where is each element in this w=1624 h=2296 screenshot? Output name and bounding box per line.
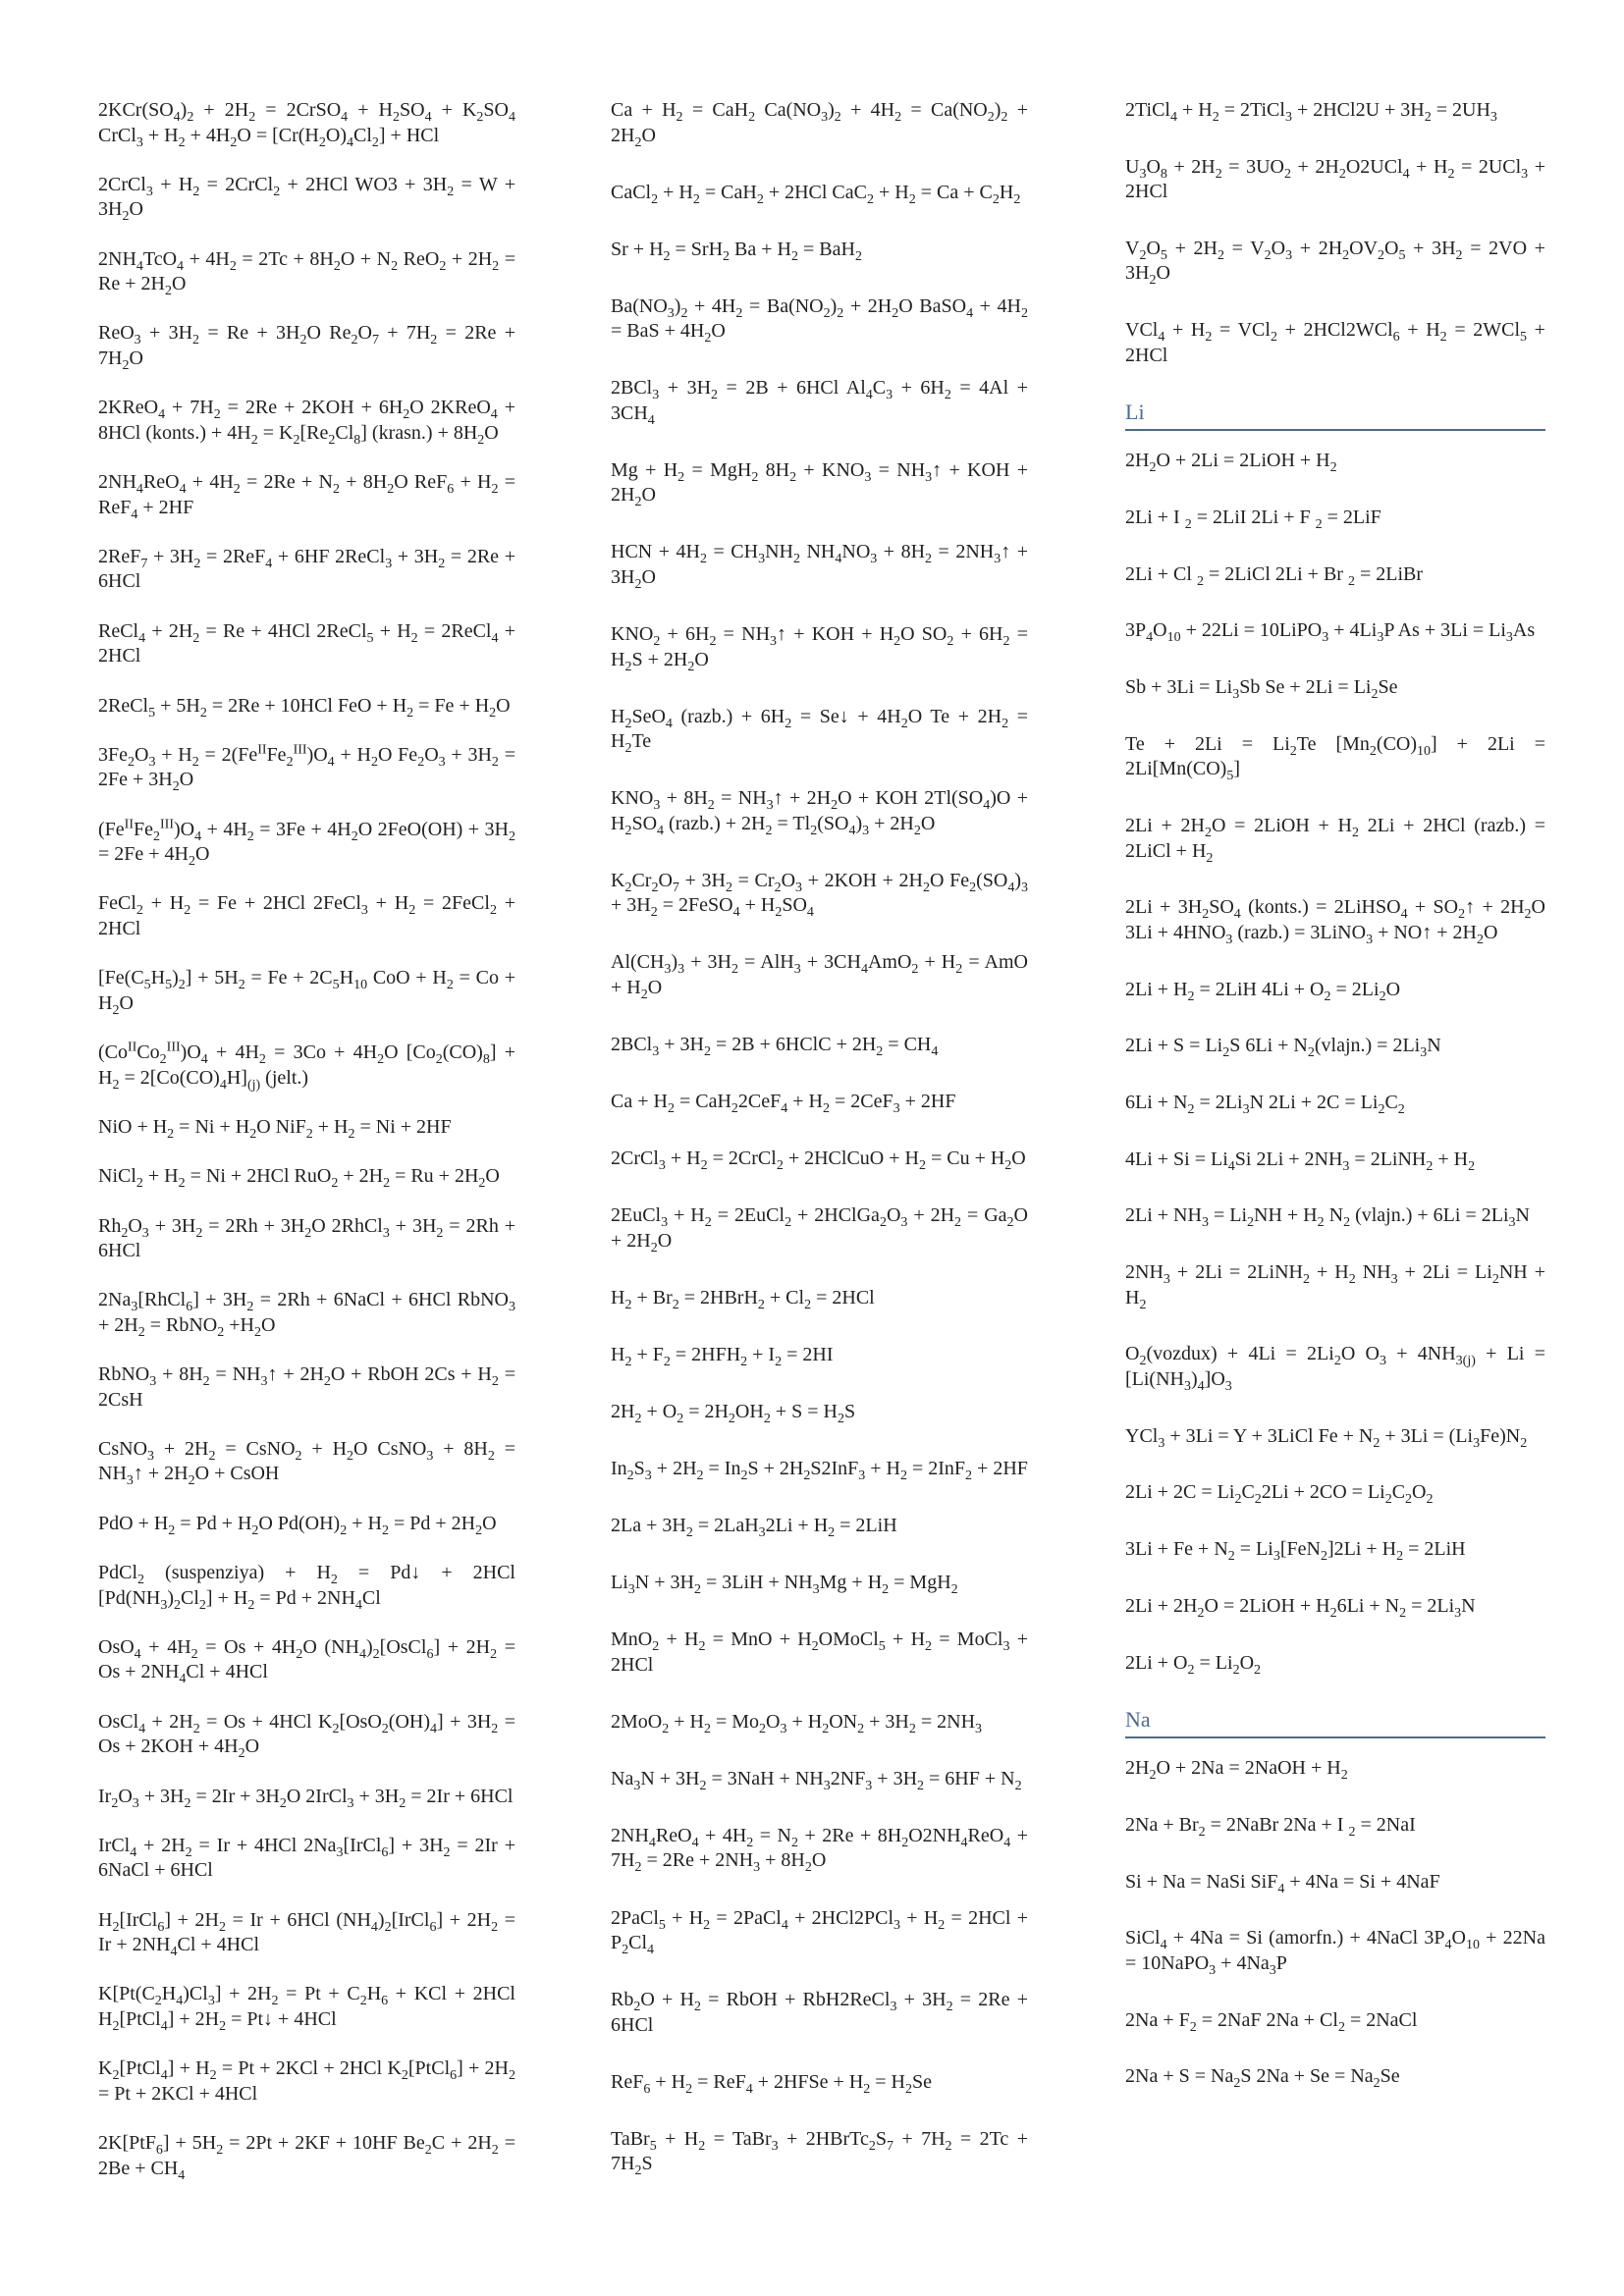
equation-block: $Li_3N + 3H_2 = 3LiH + NH_3Mg + H_2 = MgH_2$ bbox=[611, 1572, 958, 1598]
equation-block: $2Li + 2H_2O$ = 2LiOH + $H_26Li + N_2 = 2Li_3N$ bbox=[1125, 1594, 1476, 1621]
equation-block: $2MoO_2 + H_2 = Mo_2O_3 + H_2ON_2 + 3H_2 = 2NH_3$ bbox=[611, 1710, 983, 1736]
equation-block: $3Li + Fe + N_2 = Li_3[FeN_2]2Li + H_2 = 2LiH$ bbox=[1125, 1538, 1466, 1565]
equation-block: $2Li + S = Li_2S$ $6Li + N_2(vlajn.) = 2Li_3N$ bbox=[1125, 1035, 1441, 1061]
equation-block: $K_2Cr_2O_7 + 3H_2 = Cr_2O_3 + 2KOH + 2H_2O$ $Fe_2(SO_4)_3 + 3H_2$ = 2FeSO$_4$ + $H_2SO_4$ bbox=[611, 869, 1028, 921]
equation-block: $H_2 + Br_2$ = 2HBrH$_2$ + $Cl_2 = 2HCl$ bbox=[611, 1286, 875, 1312]
equation-block: $Mg + H_2 = MgH_2$ $8H_2 + KNO_3$ = $NH_3↑$ + KOH + $2H_2O$ bbox=[611, 458, 1028, 510]
equation-block: NiO + $H_2 = Ni + H_2O$ $NiF_2 + H_2 = Ni + 2HF$ bbox=[98, 1115, 452, 1142]
column-1 bbox=[98, 98, 515, 2181]
equation-block: 2EuCl$_3$ + $H_2$ = 2EuCl$_2$ + $2HClGa_2O_3 + 2H_2 = Ga_2O + 2H_2O$ bbox=[611, 1204, 1028, 1255]
equation-block: $2K[PtF_6] + 5H_2 = 2Pt + 2KF + 10HF$ $Be_2C + 2H_2 = 2Be + CH_4$ bbox=[98, 2132, 516, 2183]
equation-block: $KNO_2 + 6H_2$ = $NH_3↑$ + KOH + $H_2O$ $SO_2 + 6H_2 = H_2S + 2H_2O$ bbox=[611, 623, 1028, 674]
equation-block: $H_2 + F_2 = 2HFH_2 + I_2 = 2HI$ bbox=[611, 1343, 834, 1369]
equation-block: $Rh_2O_3 + 3H_2 = 2Rh + 3H_2O$ 2RhCl$_3$ + $3H_2 = 2Rh + 6HCl$ bbox=[98, 1214, 516, 1261]
equation-block: $3Fe_2O_3 + H_2 = 2(Fe^{II}Fe_2^{III})O_4 + H_2O$ $Fe_2O_3 + 3H_2 = 2Fe + 3H_2O$ bbox=[98, 742, 515, 795]
equation-block: $2Li + 3H_2SO_4$ (konts.) = 2LiHSO$_4$ + $SO_2↑ + 2H_2O$ $3Li + 4HNO_3$ (razb.) = 3LiNO$_3$ + NO↑ + $2H_2O$ bbox=[1125, 896, 1545, 947]
equation-block: $K[Pt(C_2H_4)Cl_3] + 2H_2 = Pt + C_2H_6$ + KCl + 2HCl $H_2[PtCl_4] + 2H_2$ = Pt↓ + 4HCl bbox=[98, 1983, 515, 2034]
equation-block: $2Li + 2C = Li_2C_22Li + 2CO = Li_2C_2O_2$ bbox=[1125, 1481, 1434, 1508]
equation-block: $VCl_4 + H_2 = VCl_2 + 2HCl2WCl_6 + H_2 = 2WCl_5 + 2HCl$ bbox=[1125, 319, 1545, 366]
equation-block: $2ReF_7 + 3H_2 = 2ReF_4 + 6HF$ 2ReCl$_3$ + $3H_2 = 2Re + 6HCl$ bbox=[98, 545, 515, 593]
section-heading: Na bbox=[1125, 1707, 1151, 1733]
equation-block: $[Fe(C_5H_5)_2] + 5H_2 = Fe + 2C_5H_{10}$ CoO + $H_2 = Co + H_2O$ bbox=[98, 967, 515, 1018]
equation-block: $KNO_3 + 8H_2$ = $NH_3↑ + 2H_2O$ + KOH $2Tl(SO_4)O + H_2SO_4$ (razb.) + $2H_2 = Tl_2(SO_4)_3 + 2H_2O$ bbox=[611, 787, 1028, 838]
equation-block: $Te + 2Li = Li_2Te$ $[Mn_2(CO)_{10}] + 2Li = 2Li[Mn(CO)_5]$ bbox=[1125, 732, 1545, 784]
equation-block: $H_2SeO_4$ (razb.) + $6H_2$ = Se↓ + $4H_2O$ $Te + 2H_2 = H_2Te$ bbox=[611, 705, 1028, 757]
equation-block: $(Fe^{II}Fe_2^{III})O_4 + 4H_2 = 3Fe + 4H_2O$ $2FeO(OH) + 3H_2 = 2Fe + 4H_2O$ bbox=[98, 816, 515, 870]
equation-block: 2TiCl$_4$ + $H_2$ = 2TiCl$_3$ + $2HCl2U + 3H_2 = 2UH_3$ bbox=[1125, 99, 1497, 125]
equation-block: 2KReO$_4$ + $7H_2 = 2Re + 2KOH + 6H_2O$ 2KReO$_4$ + 8HCl (konts.) + $4H_2 = K_2[Re_2Cl_8]$ (krasn.) + $8H_2O$ bbox=[98, 397, 515, 448]
equation-block: IrCl$_4$ + $2H_2 = Ir + 4HCl$ $2Na_3[IrCl_6] + 3H_2 = 2Ir$ + 6NaCl + 6HCl bbox=[98, 1834, 515, 1882]
equation-block: $Sb + 3Li = Li_3Sb$ $Se + 2Li = Li_2Se$ bbox=[1125, 676, 1398, 703]
equation-block: PdO + $H_2 = Pd + H_2O$ $Pd(OH)_2 + H_2 = Pd + 2H_2O$ bbox=[98, 1512, 497, 1538]
equation-block: $Ba(NO_3)_2 + 4H_2 = Ba(NO_2)_2 + 2H_2O$ BaSO$_4$ + $4H_2$ = BaS + $4H_2O$ bbox=[611, 294, 1028, 347]
equation-block: $2NH_4ReO_4 + 4H_2 = N_2 + 2Re + 8H_2O2NH_4ReO_4 + 7H_2 = 2Re + 2NH_3 + 8H_2O$ bbox=[611, 1824, 1028, 1876]
equation-block: $Ca + H_2 = CaH_22CeF_4 + H_2 = 2CeF_3 + 2HF$ bbox=[611, 1091, 956, 1117]
equation-block: $2NH_4ReO_4 + 4H_2 = 2Re + N_2 + 8H_2O$ $ReF_6 + H_2 = ReF_4 + 2HF$ bbox=[98, 471, 515, 522]
equation-block: $2Na_3[RhCl_6] + 3H_2 = 2Rh$ + 6NaCl + 6HCl RbNO$_3$ + $2H_2$ = RbNO$_2$ $+H_2O$ bbox=[98, 1289, 515, 1340]
equation-block: $ReF_6 + H_2 = ReF_4$ + 2HFSe + $H_2 = H_2Se$ bbox=[611, 2070, 933, 2097]
equation-block: $ReO_3 + 3H_2 = Re + 3H_2O$ $Re_2O_7 + 7H_2 = 2Re + 7H_2O$ bbox=[98, 322, 516, 373]
equation-block: $K_2[PtCl_4] + H_2 = Pt + 2KCl + 2HCl$ $K_2[PtCl_6] + 2H_2 = Pt + 2KCl + 4HCl$ bbox=[98, 2057, 516, 2105]
equation-block: $MnO_2 + H_2$ = MnO + $H_2OMoCl_5 + H_2$ = MoCl$_3$ + 2HCl bbox=[611, 1629, 1028, 1676]
equation-block: 2ReCl$_5$ + $5H_2 = 2Re + 10HCl$ FeO + $H_2 = Fe + H_2O$ bbox=[98, 694, 511, 721]
column-2 bbox=[611, 98, 1028, 2177]
equation-block: CsNO$_3$ + $2H_2$ = CsNO$_2$ + $H_2O$ CsNO$_3$ + $8H_2$ = $NH_3↑ + 2H_2O$ + CsOH bbox=[98, 1437, 515, 1489]
equation-block: $Al(CH_3)_3 + 3H_2 = AlH_3 + 3CH_4AmO_2 + H_2$ = AmO + $H_2O$ bbox=[611, 951, 1028, 1002]
equation-block: Si + Na = NaSi SiF$_4$ + 4Na = Si + 4NaF bbox=[1125, 1870, 1440, 1896]
equation-block: $2Na + S = Na_2S$ $2Na + Se = Na_2Se$ bbox=[1125, 2065, 1400, 2092]
equation-block: 2Li + I $_2$ = 2LiI 2Li + F $_2$ = 2LiF bbox=[1125, 506, 1381, 532]
equation-block: SiCl$_4$ + 4Na = Si (amorfn.) + 4NaCl $3P_4O_{10} + 22Na$ = 10NaPO$_3$ + $4Na_3P$ bbox=[1125, 1927, 1545, 1978]
section-divider bbox=[1125, 1736, 1545, 1738]
equation-block: ReCl$_4$ + $2H_2 = Re + 4HCl$ 2ReCl$_5$ + $H_2$ = 2ReCl$_4$ + 2HCl bbox=[98, 619, 515, 667]
equation-block: $2Li + 2H_2O$ = 2LiOH + $H_2$ 2Li + 2HCl (razb.) = 2LiCl + $H_2$ bbox=[1125, 815, 1546, 866]
equation-block: $2Li + NH_3 = Li_2NH + H_2$ $N_2$ (vlajn.) + $6Li = 2Li_3N$ bbox=[1125, 1204, 1530, 1231]
equation-block: $6Li + N_2 = 2Li_3N$ $2Li + 2C = Li_2C_2$ bbox=[1125, 1092, 1405, 1117]
equation-block: $In_2S_3 + 2H_2 = In_2S + 2H_2S2InF_3 + H_2 = 2InF_2 + 2HF$ bbox=[611, 1457, 1028, 1483]
equation-block: 2Li + Cl $_2$ = 2LiCl 2Li + Br $_2$ = 2LiBr bbox=[1125, 562, 1424, 589]
equation-block: $2NH_4TcO_4 + 4H_2 = 2Tc + 8H_2O + N_2$ $ReO_2 + 2H_2 = Re + 2H_2O$ bbox=[98, 247, 515, 299]
equation-block: $(Co^{II}Co_2^{III})O_4 + 4H_2 = 3Co + 4H_2O$ $[Co_2(CO)_8] + H_2 = 2[Co(CO)_4H]_{(j)}$ (jelt.) bbox=[98, 1040, 515, 1093]
equation-block: $2Li + H_2 = 2LiH$ $4Li + O_2 = 2Li_2O$ bbox=[1125, 978, 1401, 1004]
equation-block: YCl$_3$ + 3Li = Y + 3LiCl $Fe + N_2 + 3Li = (Li_3Fe)N_2$ bbox=[1125, 1424, 1528, 1451]
equation-block: $Ca + H_2 = CaH_2$ $Ca(NO_3)_2 + 4H_2 = Ca(NO_2)_2 + 2H_2O$ bbox=[611, 99, 1028, 150]
equation-block: FeCl$_2$ + $H_2 = Fe + 2HCl$ 2FeCl$_3$ + $H_2$ = 2FeCl$_2$ + 2HCl bbox=[98, 892, 516, 939]
equation-block: $Na_3N + 3H_2 = 3NaH + NH_32NF_3 + 3H_2 = 6HF + N_2$ bbox=[611, 1767, 1022, 1793]
equation-block: $V_2O_5 + 2H_2 = V_2O_3 + 2H_2OV_2O_5 + 3H_2 = 2VO + 3H_2O$ bbox=[1125, 237, 1545, 289]
section-divider bbox=[1125, 429, 1545, 431]
equation-block: NiCl$_2$ + $H_2 = Ni + 2HCl$ $RuO_2 + 2H_2 = Ru + 2H_2O$ bbox=[98, 1165, 500, 1192]
equation-block: $2H_2 + O_2 = 2H_2OH_2 + S = H_2S$ bbox=[611, 1400, 856, 1426]
equation-block: $Rb_2O + H_2$ = RbOH + RbH2ReCl$_3$ + $3H_2 = 2Re + 6HCl$ bbox=[611, 1989, 1028, 2036]
equation-block: RbNO$_3$ + $8H_2$ = $NH_3↑ + 2H_2O$ + RbOH $2Cs + H_2 = 2CsH$ bbox=[98, 1363, 515, 1411]
equation-block: $2BCl_3 + 3H_2 = 2B + 6HCl$ $Al_4C_3 + 6H_2 = 4Al + 3CH_4$ bbox=[611, 377, 1028, 428]
equation-block: $2Na + Br_2$ = 2NaBr 2Na + I $_2$ = 2NaI bbox=[1125, 1813, 1416, 1840]
equation-block: $Ir_2O_3 + 3H_2 = 2Ir + 3H_2O$ 2IrCl$_3$ + $3H_2 = 2Ir + 6HCl$ bbox=[98, 1785, 514, 1811]
equation-block: $2KCr(SO_4)_2 + 2H_2$ = 2CrSO$_4$ + $H_2SO_4 + K_2SO_4$ CrCl$_3$ + $H_2 + 4H_2O = [Cr(H_2O)_4Cl_2]$ + HCl bbox=[98, 99, 515, 150]
equation-block: $U_3O_8 + 2H_2 = 3UO_2 + 2H_2O2UCl_4 + H_2 = 2UCl_3 + 2HCl$ bbox=[1125, 155, 1545, 203]
equation-block: $2NH_3 + 2Li$ = 2LiNH$_2$ + $H_2$ $NH_3 + 2Li = Li_2NH + H_2$ bbox=[1125, 1261, 1545, 1312]
equation-block: $Sr + H_2 = SrH_2$ $Ba + H_2 = BaH_2$ bbox=[611, 238, 862, 264]
equation-block: 2CrCl$_3$ + $H_2$ = 2CrCl$_2$ + 2HCl $WO3 + 3H_2 = W + 3H_2O$ bbox=[98, 173, 515, 225]
column-3 bbox=[1125, 98, 1545, 2090]
equation-block: $2Li + O_2 = Li_2O_2$ bbox=[1125, 1651, 1262, 1678]
equation-block: HCN + $4H_2 = CH_3NH_2$ $NH_4NO_3 + 8H_2$ = $2NH_3↑ + 3H_2O$ bbox=[611, 541, 1029, 592]
equation-block: CaCl$_2$ + $H_2 = CaH_2 + 2HCl$ $CaC_2 + H_2 = Ca + C_2H_2$ bbox=[611, 181, 1021, 207]
equation-block: PdCl$_2$ (suspenziya) + $H_2$ = Pd↓ + 2HCl $[Pd(NH_3)_2Cl_2] + H_2 = Pd + 2NH_4Cl$ bbox=[98, 1562, 515, 1613]
equation-block: $2BCl_3 + 3H_2 = 2B$ + 6HClC + $2H_2 = CH_4$ bbox=[611, 1033, 939, 1059]
equation-block: $2La + 3H_2 = 2LaH_32Li + H_2 = 2LiH$ bbox=[611, 1515, 897, 1541]
equation-block: $3P_4O_{10} + 22Li$ = 10LiPO$_3$ + $4Li_3P$ $As + 3Li = Li_3As$ bbox=[1125, 619, 1536, 646]
equation-block: 2PaCl$_5$ + $H_2$ = 2PaCl$_4$ + $2HCl2PCl_3 + H_2 = 2HCl + P_2Cl_4$ bbox=[611, 1906, 1028, 1958]
equation-block: $4Li + Si = Li_4Si$ $2Li + 2NH_3$ = 2LiNH$_2$ + $H_2$ bbox=[1125, 1148, 1476, 1174]
equation-block: OsCl$_4$ + $2H_2 = Os + 4HCl$ $K_2[OsO_2(OH)_4] + 3H_2 = Os + 2KOH + 4H_2O$ bbox=[98, 1710, 515, 1762]
equation-block: 2CrCl$_3$ + $H_2$ = 2CrCl$_2$ + 2HClCuO + $H_2 = Cu + H_2O$ bbox=[611, 1148, 1026, 1174]
equation-block: $O_2(vozdux) + 4Li = 2Li_2O$ $O_3 + 4NH_{3(j)} + Li = [Li(NH_3)_4]O_3$ bbox=[1125, 1343, 1546, 1394]
equation-block: $2Na + F_2 = 2NaF$ $2Na + Cl_2$ = 2NaCl bbox=[1125, 2008, 1418, 2035]
section-heading: Li bbox=[1125, 400, 1145, 425]
equation-block: $2H_2O + 2Li$ = 2LiOH + $H_2$ bbox=[1125, 450, 1337, 476]
equation-block: TaBr$_5$ + $H_2$ = TaBr$_3$ + $2HBrTc_2S_7 + 7H_2 = 2Tc + 7H_2S$ bbox=[611, 2127, 1028, 2179]
equation-block: $OsO_4 + 4H_2 = Os + 4H_2O$ $(NH_4)_2[OsCl_6] + 2H_2 = Os + 2NH_4Cl + 4HCl$ bbox=[98, 1635, 515, 1687]
equation-block: $2H_2O + 2Na$ = 2NaOH + $H_2$ bbox=[1125, 1757, 1348, 1784]
equation-block: $H_2[IrCl_6] + 2H_2 = Ir + 6HCl$ $(NH_4)_2[IrCl_6] + 2H_2 = Ir + 2NH_4Cl + 4HCl$ bbox=[98, 1908, 515, 1960]
